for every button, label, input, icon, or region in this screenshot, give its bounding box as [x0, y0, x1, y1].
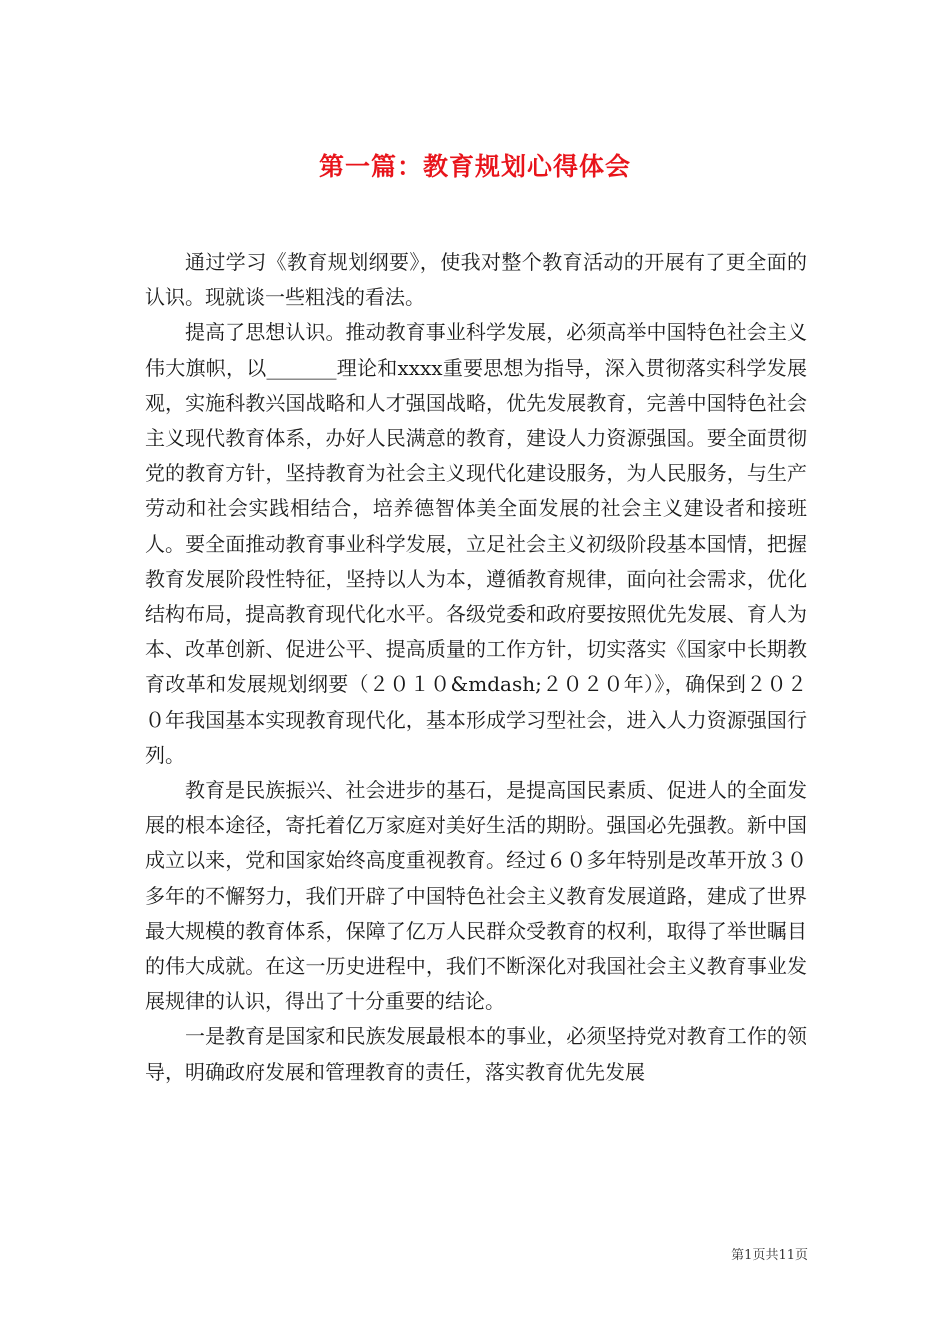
document-body: [145, 245, 807, 1090]
page-number: 第1页共11页: [731, 1248, 808, 1263]
document-title: 第一篇：教育规划心得体会: [318, 151, 631, 181]
paragraph-1: 通过学习《教育规划纲要》，使我对整个教育活动的开展有了更全面的认识。现就谈一些粗浅的看法。: [145, 250, 807, 310]
paragraph-2: 提高了思想认识。推动教育事业科学发展，必须高举中国特色社会主义伟大旗帜，以_______理论和xxxx重要思想为指导，深入贯彻落实科学发展观，实施科教兴国战略和人才强国战略，优先发展教育，完善中国特色社会主义现代教育体系，办好人民满意的教育，建设人力资源强国。要全面贯彻党的教育方针，坚持教育为社会主义现代化建设服务，为人民服务，与生产劳动和社会实践相结合，培养德智体美全面发展的社会主义建设者和接班人。要全面推动教育事业科学发展，立足社会主义初级阶段基本国情，把握教育发展阶段性特征，坚持以人为本，遵循教育规律，面向社会需求，优化结构布局，提高教育现代化水平。各级党委和政府要按照优先发展、育人为本、改革创新、促进公平、提高质量的工作方针，切实落实《国家中长期教育改革和发展规划纲要（２０１０&mdash;２０２０年）》，确保到２０２０年我国基本实现教育现代化，基本形成学习型社会，进入人力资源强国行列。: [145, 320, 807, 767]
paragraph-4: 一是教育是国家和民族发展最根本的事业，必须坚持党对教育工作的领导，明确政府发展和管理教育的责任，落实教育优先发展: [145, 1024, 807, 1084]
paragraph-3: 教育是民族振兴、社会进步的基石，是提高国民素质、促进人的全面发展的根本途径，寄托着亿万家庭对美好生活的期盼。强国必先强教。新中国成立以来，党和国家始终高度重视教育。经过６０多年特别是改革开放３０多年的不懈努力，我们开辟了中国特色社会主义教育发展道路，建成了世界最大规模的教育体系，保障了亿万人民群众受教育的权利，取得了举世瞩目的伟大成就。在这一历史进程中，我们不断深化对我国社会主义教育事业发展规律的认识，得出了十分重要的结论。: [145, 778, 807, 1014]
